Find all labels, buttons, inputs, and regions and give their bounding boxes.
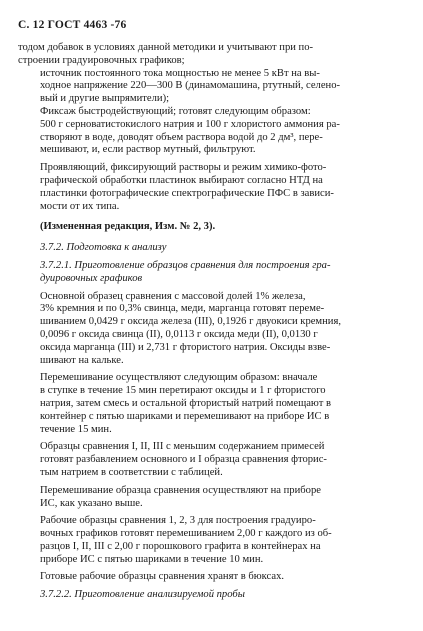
paragraph-13: Готовые рабочие образцы сравнения хранят в бюксах. [40, 571, 285, 583]
page-header: С. 12 ГОСТ 4463 -76 [18, 19, 127, 31]
paragraph-9: Перемешивание осуществляют следующим образом: вначале в ступке в течение 15 мин перетирают оксиды и 1 г фтористого натрия, затем смесь и остальной фтористый натрий помещают в контейнер с пятью шариками и перемешивают на приборе ИС в течение 15 мин. [40, 372, 331, 435]
paragraph-1: тодом добавок в условиях данной методики и учитывают при по- строении градуировочных графиков; [18, 42, 314, 66]
paragraph-10: Образцы сравнения I, II, III с меньшим содержанием примесей готовят разбавлением основного и I образца сравнения фторис- тым натрием в соответствии с таблицей. [40, 441, 327, 478]
paragraph-12: Рабочие образцы сравнения 1, 2, 3 для построения градуиро- вочных графиков готовят перемешиванием 2,00 г каждого из об- разцов I, II, III с 2,00 г порошкового графита в контейнерах на приборе ИС с пятью шариками в течение 10 мин. [40, 515, 332, 565]
paragraph-3: Фиксаж быстродействующий; готовят следующим образом: 500 г серноватистокислого натрия и 100 г хлористого аммония ра- створяют в воде, доводят объем раствора водой до 2 дм³, пере- мешивают, и, если раствор мутный, фильтруют. [40, 105, 340, 156]
paragraph-11: Перемешивание образца сравнения осуществляют на приборе ИС, как указано выше. [40, 484, 321, 509]
section-3-7-2-2-title: 3.7.2.2. Приготовление анализируемой пробы [40, 589, 245, 601]
paragraph-2: источник постоянного тока мощностью не менее 5 кВт на вы- ходное напряжение 220—300 В (динамомашина, ртутный, селено- вый и другие выпрямители); [40, 67, 341, 105]
document-body [18, 42, 405, 602]
section-3-7-2-title: 3.7.2. Подготовка к анализу [40, 242, 167, 254]
amendment-note: (Измененная редакция, Изм. № 2, 3). [40, 221, 216, 233]
paragraph-4: Проявляющий, фиксирующий растворы и режим химико-фото- графической обработки пластинок выбирают согласно НТД на пластинки фотографические спектрографические ПФС в зависи- мости от их типа. [40, 162, 334, 212]
section-3-7-2-1-title: 3.7.2.1. Приготовление образцов сравнения для построения гра- дуировочных графиков [40, 259, 331, 284]
paragraph-8: Основной образец сравнения с массовой долей 1% железа, 3% кремния и по 0,3% свинца, меди, марганца готовят переме- шиванием 0,0429 г оксида железа (III), 0,1926 г двуокиси кремния, 0,0096 г оксида свинца (II), 0,0113 г оксида меди (II), 0,0130 г оксида марганца (III) и 2,731 г фтористого натрия. Оксиды взве- шивают на кальке. [40, 290, 342, 366]
